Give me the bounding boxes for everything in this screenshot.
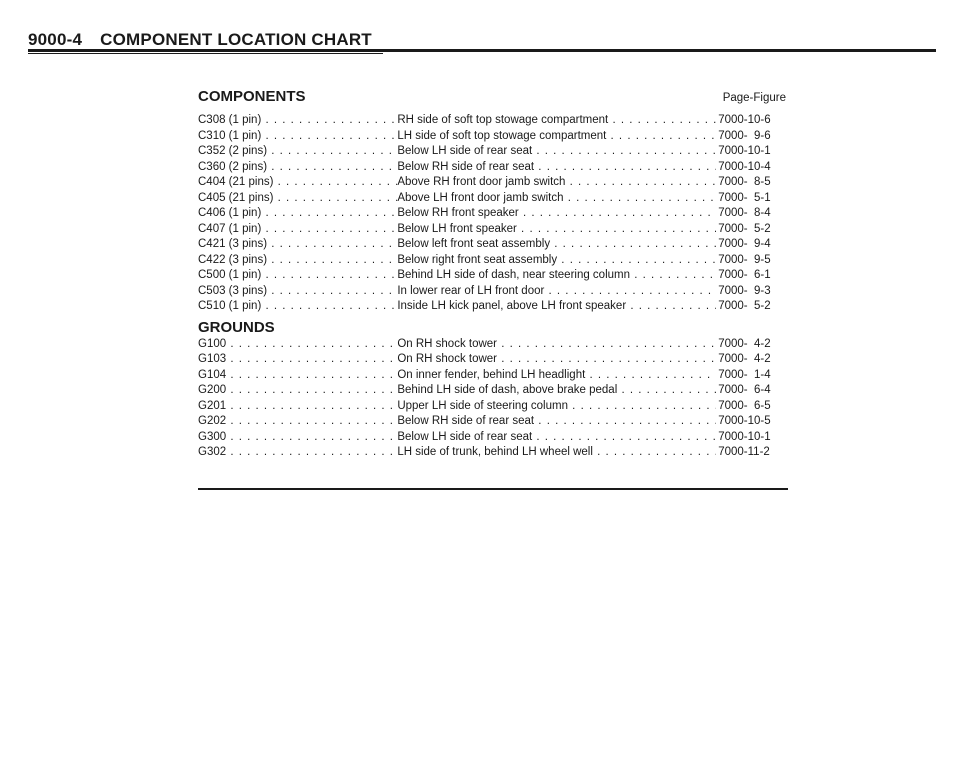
component-name: C421 (3 pins) . . . [198,237,397,253]
table-row [198,430,786,446]
component-name: G104 . . . [198,368,397,384]
page-title: COMPONENT LOCATION CHART [100,30,372,49]
page-header [28,30,372,50]
table-row [198,253,786,269]
component-location: Below LH front speaker . . . [397,222,716,238]
table-row [198,352,786,368]
component-location: Inside LH kick panel, above LH front speaker . . . [397,299,716,315]
table-row [198,383,786,399]
component-name: C407 (1 pin) . . . [198,222,397,238]
components-header [198,88,786,105]
table-row [198,399,786,415]
component-location: Below LH side of rear seat . . . [397,144,716,160]
grounds-header [198,319,786,336]
component-location: Behind LH side of dash, near steering column . . . [397,268,716,284]
component-name: G200 . . . [198,383,397,399]
table-row [198,206,786,222]
table-row [198,175,786,191]
component-name: C510 (1 pin) . . . [198,299,397,315]
table-row [198,113,786,129]
page-figure: 7000- 8-4 [718,207,771,219]
table-row [198,237,786,253]
component-name: G202 . . . [198,414,397,430]
page-figure: 7000- 9-3 [718,284,771,297]
component-location: Above RH front door jamb switch . . . [397,175,716,191]
components-title: COMPONENTS [198,88,306,105]
component-location: Behind LH side of dash, above brake pedal . . . [397,383,716,399]
component-name: G100 . . . [198,337,397,353]
component-location: In lower rear of LH front door . . . [397,284,716,300]
component-location: RH side of soft top stowage compartment . . . [397,113,716,129]
table-row [198,368,786,384]
component-name: C422 (3 pins) . . . [198,253,397,269]
table-row [198,414,786,430]
component-name: G103 . . . [198,352,397,368]
component-name: C360 (2 pins) . . . [198,160,397,176]
page-figure: 7000-10-1 [718,145,771,157]
page-figure: 7000-11-2 [718,446,770,458]
table-row [198,129,786,145]
component-location: Below RH side of rear seat . . . [397,414,716,430]
page-figure: 7000- 4-2 [718,353,771,365]
component-name: G302 . . . [198,445,397,461]
component-location: LH side of trunk, behind LH wheel well . . . [397,445,716,461]
component-location: Below RH front speaker . . . [397,206,716,222]
table-row [198,222,786,238]
page-figure: 7000- 6-1 [718,269,771,281]
table-row [198,160,786,176]
page-figure: 7000-10-5 [718,415,771,427]
component-name: G300 . . . [198,430,397,446]
component-name: C503 (3 pins) . . . [198,284,397,300]
page-figure: 7000-10-4 [718,160,771,173]
table-row [198,268,786,284]
component-name: C310 (1 pin) . . . [198,129,397,145]
page-figure-label: Page-Figure [722,92,786,104]
header-underline [28,53,383,54]
page-figure: 7000- 5-1 [718,191,771,204]
component-name: C308 (1 pin) . . . [198,113,397,129]
component-location: Below RH side of rear seat . . . [397,160,716,176]
page-figure: 7000- 8-5 [718,176,771,188]
component-location: Above LH front door jamb switch . . . [397,191,716,207]
page-figure: 7000- 4-2 [718,337,771,350]
component-name: C352 (2 pins) . . . [198,144,397,160]
table-row [198,144,786,160]
component-location: On inner fender, behind LH headlight . . . [397,368,716,384]
page-figure: 7000- 5-2 [718,222,771,235]
section-number: 9000-4 [28,30,83,49]
header-divider [28,49,936,52]
page-figure: 7000-10-1 [718,430,771,443]
grounds-title: GROUNDS [198,318,275,336]
table-row [198,284,786,300]
component-name: C406 (1 pin) . . . [198,206,397,222]
component-location: On RH shock tower . . . [397,337,716,353]
page-figure: 7000- 1-4 [718,368,771,381]
location-chart [198,88,786,461]
components-list [198,113,786,315]
page-figure: 7000- 9-6 [718,129,771,142]
component-name: C405 (21 pins) . . . [198,191,397,207]
table-row [198,191,786,207]
table-row [198,445,786,461]
component-location: On RH shock tower . . . [397,352,716,368]
component-name: G201 . . . [198,399,397,415]
bottom-divider [198,488,788,490]
table-row [198,337,786,353]
page-figure: 7000-10-6 [718,114,771,126]
page-figure: 7000- 9-5 [718,253,771,266]
page-figure: 7000- 6-4 [718,384,771,396]
component-location: Below LH side of rear seat . . . [397,430,716,446]
table-row [198,299,786,315]
page-figure: 7000- 5-2 [718,300,771,312]
page-figure: 7000- 6-5 [718,399,771,412]
component-location: Below left front seat assembly . . . [397,237,716,253]
grounds-list [198,337,786,461]
component-name: C404 (21 pins) . . . [198,175,397,191]
page-figure: 7000- 9-4 [718,238,771,250]
component-location: LH side of soft top stowage compartment . . . [397,129,716,145]
component-location: Upper LH side of steering column . . . [397,399,716,415]
component-location: Below right front seat assembly . . . [397,253,716,269]
component-name: C500 (1 pin) . . . [198,268,397,284]
